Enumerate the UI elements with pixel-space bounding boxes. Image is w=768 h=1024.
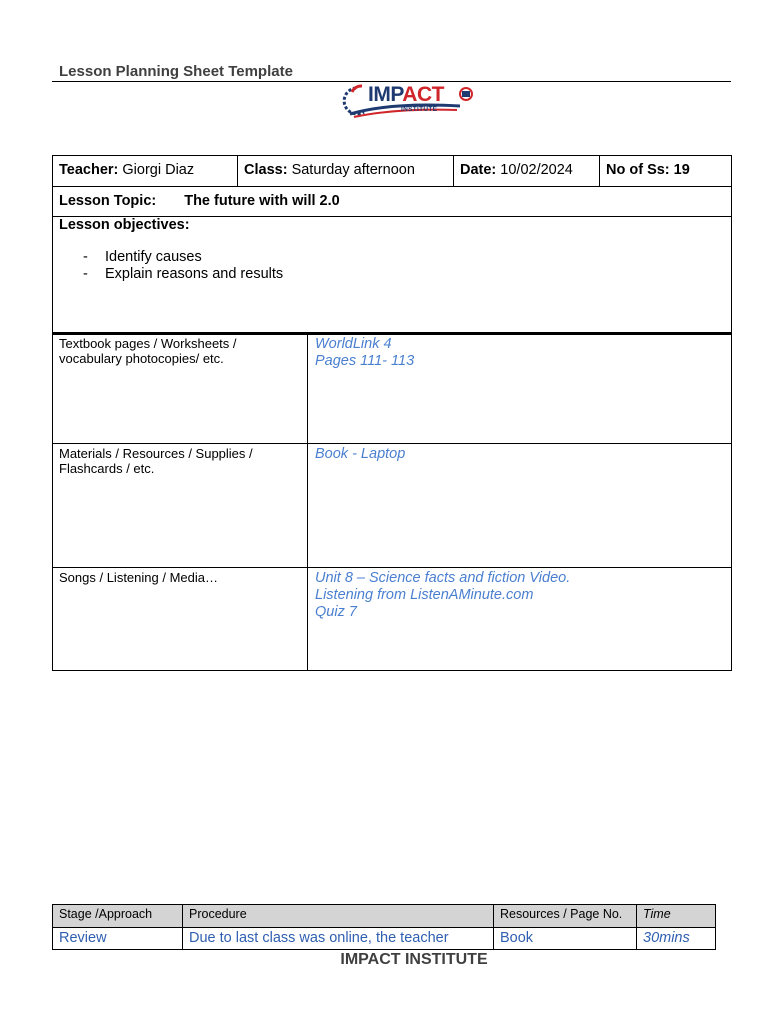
resource-label: Textbook pages / Worksheets / vocabulary photocopies/ etc. — [53, 334, 308, 444]
procedure-cell: Due to last class was online, the teacher — [183, 928, 494, 950]
column-header: Time — [637, 905, 716, 928]
resource-label: Materials / Resources / Supplies / Flashcards / etc. — [53, 444, 308, 568]
resources-table — [52, 333, 732, 671]
lesson-topic-value: The future with will 2.0 — [184, 193, 340, 209]
students-cell: No of Ss: 19 — [600, 156, 732, 187]
lesson-objectives-cell — [53, 217, 732, 334]
time-cell: 30mins — [637, 928, 716, 950]
resource-value: WorldLink 4 Pages 111- 113 — [308, 334, 732, 444]
date-cell: Date: 10/02/2024 — [454, 156, 600, 187]
teacher-value: Giorgi Diaz — [122, 162, 195, 178]
resource-value: Unit 8 – Science facts and fiction Video. Listening from ListenAMinute.com Quiz 7 — [308, 568, 732, 671]
objectives-label: Lesson objectives: — [59, 217, 190, 233]
column-header: Resources / Page No. — [494, 905, 637, 928]
resource-label: Songs / Listening / Media… — [53, 568, 308, 671]
logo-subtitle: INSTITUTE — [401, 106, 438, 113]
class-value: Saturday afternoon — [291, 162, 415, 178]
lesson-topic-cell: Lesson Topic: The future with will 2.0 — [53, 187, 732, 217]
column-header: Stage /Approach — [53, 905, 183, 928]
footer-institute-name: IMPACT INSTITUTE — [340, 951, 488, 968]
teacher-cell: Teacher: Giorgi Diaz — [53, 156, 238, 187]
objective-item: - Explain reasons and results — [59, 266, 725, 283]
date-value: 10/02/2024 — [500, 162, 573, 178]
lesson-info-table — [52, 155, 732, 335]
column-header: Procedure — [183, 905, 494, 928]
impact-institute-logo — [342, 80, 477, 122]
lesson-stages-table — [52, 904, 716, 950]
resource-cell: Book — [494, 928, 637, 950]
objective-item: - Identify causes — [59, 249, 725, 266]
table-row — [53, 928, 716, 950]
resource-value: Book - Laptop — [308, 444, 732, 568]
class-cell: Class: Saturday afternoon — [238, 156, 454, 187]
logo-wordmark: IMPACT — [368, 83, 444, 106]
stage-cell: Review — [53, 928, 183, 950]
document-title: Lesson Planning Sheet Template — [59, 63, 293, 80]
